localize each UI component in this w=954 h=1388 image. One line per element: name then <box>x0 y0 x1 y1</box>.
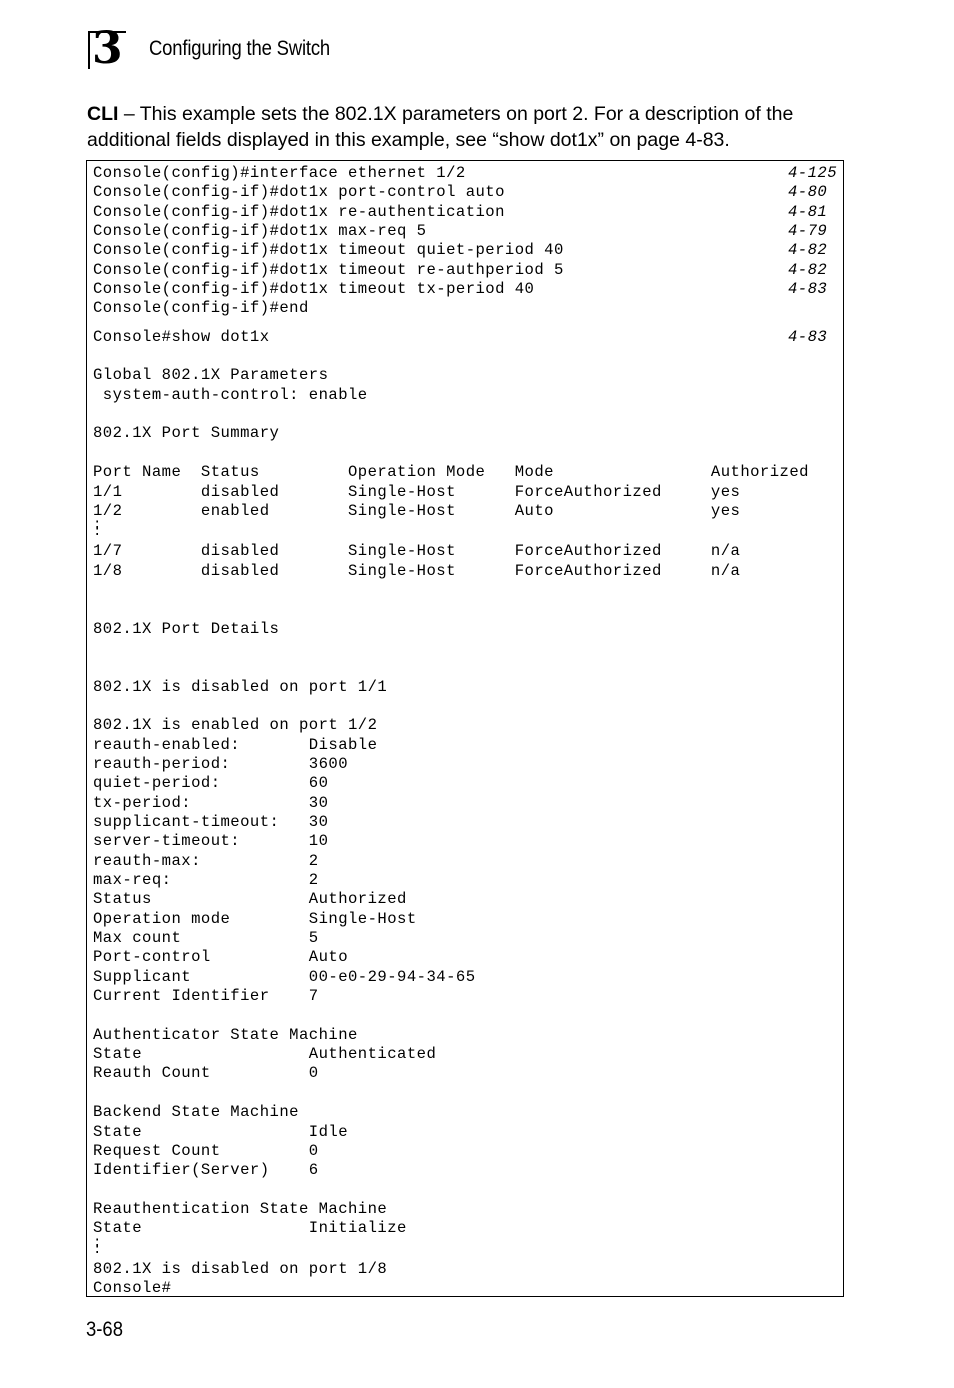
detail-row <box>93 1045 809 1064</box>
page-reference: 4-81 <box>788 202 828 221</box>
console-command <box>93 222 828 241</box>
page-reference: 4-83 <box>788 280 828 299</box>
console-line-text: Max count 5 <box>93 929 319 948</box>
console-line-text: Backend State Machine <box>93 1103 299 1122</box>
console-line-text: tx-period: 30 <box>93 793 329 812</box>
console-line-text: Port-control Auto <box>93 948 349 967</box>
console-prompt <box>93 1279 809 1298</box>
detail-row <box>93 794 809 813</box>
blank-line <box>93 347 809 366</box>
detail-row <box>93 987 809 1006</box>
console-line-text: max-req: 2 <box>93 871 319 890</box>
detail-row <box>93 813 809 832</box>
console-line-text: Status Authorized <box>93 890 407 909</box>
blank-line <box>93 658 809 677</box>
page-reference: 4-79 <box>788 222 828 241</box>
chapter-title: Configuring the Switch <box>149 37 331 60</box>
console-line-text: server-timeout: 10 <box>93 832 329 851</box>
blank-line <box>93 1181 809 1200</box>
console-line-text: Supplicant 00-e0-29-94-34-65 <box>93 967 476 986</box>
console-output <box>93 164 838 1298</box>
chapter-badge-rule-left <box>88 31 90 69</box>
console-line-text: 1/2 enabled Single-Host Auto yes <box>93 501 741 520</box>
console-line-text: 1/7 disabled Single-Host ForceAuthorized n/a <box>93 542 741 561</box>
console-line-text: Current Identifier 7 <box>93 987 319 1006</box>
console-line-text: quiet-period: 60 <box>93 774 329 793</box>
blank-line <box>93 405 809 424</box>
console-command <box>93 183 828 202</box>
console-line-text: 802.1X Port Details <box>93 619 280 638</box>
section-heading <box>93 1026 809 1045</box>
console-line <box>93 386 809 405</box>
detail-row <box>93 832 809 851</box>
detail-row <box>93 1161 809 1180</box>
vertical-ellipsis: : : <box>93 1234 102 1258</box>
console-line-text: 802.1X is disabled on port 1/1 <box>93 677 388 696</box>
console-command <box>93 241 828 260</box>
chapter-number: 3 <box>92 23 123 74</box>
console-line-text: Console(config-if)#dot1x re-authentication <box>93 202 505 221</box>
page-reference: 4-83 <box>788 327 828 346</box>
detail-row <box>93 871 809 890</box>
console-line-text: Global 802.1X Parameters <box>93 366 329 385</box>
page-reference: 4-125 <box>788 164 838 182</box>
chapter-badge <box>88 23 126 74</box>
console-line-text: State Idle <box>93 1122 349 1141</box>
detail-row <box>93 755 809 774</box>
console-line-text: 802.1X is disabled on port 1/8 <box>93 1259 388 1278</box>
console-command <box>93 164 838 183</box>
section-heading <box>93 716 809 735</box>
blank-line <box>93 1084 809 1103</box>
detail-row <box>93 1219 809 1238</box>
page-reference: 4-82 <box>788 260 828 279</box>
console-line-text: Identifier(Server) 6 <box>93 1161 319 1180</box>
detail-row <box>93 852 809 871</box>
console-line-text: Port Name Status Operation Mode Mode Authorized <box>93 463 809 482</box>
console-command <box>93 299 809 318</box>
table-row <box>93 562 809 581</box>
console-command <box>93 260 828 280</box>
console-line-text: Console(config-if)#dot1x timeout quiet-period 40 <box>93 241 564 260</box>
console-line-text: reauth-max: 2 <box>93 851 319 870</box>
intro-paragraph <box>87 101 847 153</box>
console-command <box>93 202 828 222</box>
section-heading <box>93 424 809 443</box>
console-line <box>93 678 809 697</box>
table-row <box>93 542 809 561</box>
console-line-text: reauth-period: 3600 <box>93 754 349 773</box>
detail-row <box>93 1064 809 1083</box>
console-command <box>93 280 828 299</box>
detail-row <box>93 910 809 929</box>
spacer <box>93 319 809 328</box>
console-line-text: Reauth Count 0 <box>93 1064 319 1083</box>
detail-row <box>93 1123 809 1142</box>
blank-line <box>93 1006 809 1025</box>
section-heading <box>93 1103 809 1122</box>
table-row <box>93 502 809 521</box>
console-line-text: Console(config)#interface ethernet 1/2 <box>93 164 466 182</box>
console-line-text: supplicant-timeout: 30 <box>93 813 329 831</box>
console-line-text: Console(config-if)#dot1x timeout re-authperiod 5 <box>93 260 564 279</box>
console-line-text: Reauthentication State Machine <box>93 1199 388 1218</box>
detail-row <box>93 968 809 987</box>
detail-row <box>93 774 809 793</box>
console-line-text: Console(config-if)#end <box>93 299 309 318</box>
section-heading <box>93 1200 809 1219</box>
detail-row <box>93 736 809 755</box>
table-row <box>93 483 809 502</box>
blank-line <box>93 581 809 600</box>
detail-row <box>93 1142 809 1161</box>
console-line-text: Operation mode Single-Host <box>93 909 417 928</box>
console-line-text: Console#show dot1x <box>93 327 270 346</box>
detail-row <box>93 948 809 967</box>
intro-text: – This example sets the 802.1X parameters on port 2. For a description of the additional fields displayed in this example, see “show dot1x” on page 4-83. <box>87 103 794 151</box>
console-line-text: reauth-enabled: Disable <box>93 735 378 754</box>
console-line-text: State Authenticated <box>93 1045 437 1064</box>
console-line-text: Console(config-if)#dot1x timeout tx-period 40 <box>93 280 535 299</box>
blank-line <box>93 639 809 658</box>
blank-line <box>93 697 809 716</box>
intro-lead: CLI <box>87 103 119 125</box>
console-line-text: 802.1X Port Summary <box>93 424 280 443</box>
console-line-text: Console(config-if)#dot1x port-control auto <box>93 183 505 202</box>
console-line-text: State Initialize <box>93 1219 407 1238</box>
console-line-text: Authenticator State Machine <box>93 1025 358 1044</box>
console-line-text: Console(config-if)#dot1x max-req 5 <box>93 222 427 241</box>
section-heading <box>93 620 809 639</box>
console-line-text: Request Count 0 <box>93 1141 319 1160</box>
detail-row <box>93 929 809 948</box>
console-command <box>93 327 828 347</box>
console-line-text: 1/1 disabled Single-Host ForceAuthorized yes <box>93 482 741 501</box>
section-heading <box>93 366 809 385</box>
table-header <box>93 463 809 482</box>
vertical-ellipsis: : : <box>93 517 102 541</box>
console-line-text: Console# <box>93 1278 172 1297</box>
console-line <box>93 1260 809 1279</box>
blank-line <box>93 444 809 463</box>
console-line-text: 1/8 disabled Single-Host ForceAuthorized n/a <box>93 561 741 580</box>
blank-line <box>93 600 809 619</box>
page-number: 3-68 <box>86 1318 123 1341</box>
page-reference: 4-82 <box>788 241 828 260</box>
detail-row <box>93 890 809 909</box>
console-line-text: system-auth-control: enable <box>93 385 368 404</box>
page-reference: 4-80 <box>788 183 828 202</box>
console-line-text: 802.1X is enabled on port 1/2 <box>93 716 378 735</box>
